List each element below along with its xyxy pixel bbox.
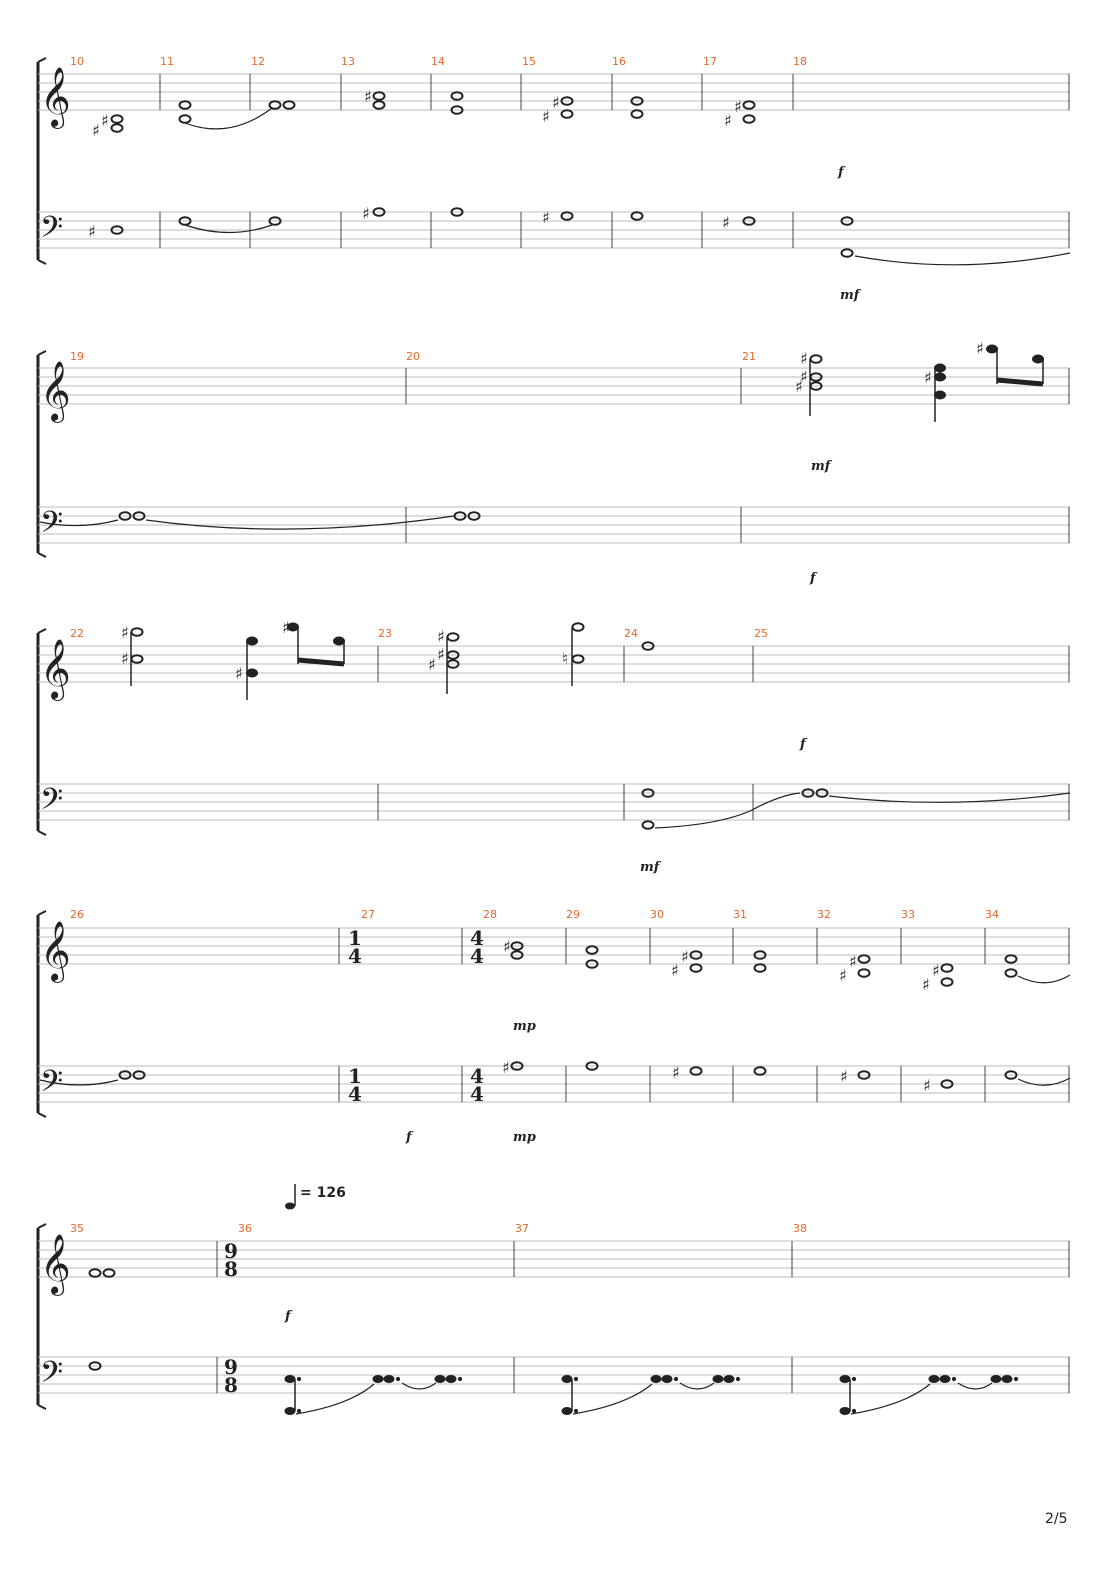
sharp-icon: ♯ (282, 618, 290, 637)
bass-clef-icon: 𝄢 (40, 1356, 64, 1397)
dynamic-marking: mf (811, 459, 831, 474)
sharp-icon: ♯ (437, 627, 445, 646)
time-signature-bottom: 4 (470, 944, 484, 968)
bass-rhythm (285, 1376, 1018, 1415)
measure-number: 29 (566, 908, 580, 921)
bass-clef-icon: 𝄢 (40, 506, 64, 547)
system-3 (38, 618, 1070, 875)
measure-number: 31 (733, 908, 747, 921)
sharp-icon: ♯ (795, 377, 803, 396)
sharp-icon: ♯ (672, 1063, 680, 1082)
tie (185, 108, 272, 129)
dynamic-marking: mf (640, 860, 660, 875)
tempo-value: = 126 (300, 1185, 346, 1201)
time-signature-top: 1 (348, 1064, 362, 1088)
time-signature-bottom: 4 (348, 944, 362, 968)
measure-number: 26 (70, 908, 84, 921)
measure-number: 36 (238, 1222, 252, 1235)
treble-clef-icon: 𝄞 (40, 67, 71, 127)
svg-text:♯: ♯ (542, 107, 550, 126)
time-signature-bottom: 4 (348, 1082, 362, 1106)
dynamic-marking: f (406, 1130, 412, 1145)
svg-text:♯: ♯ (734, 97, 742, 116)
measure-number: 14 (431, 55, 445, 68)
system-4 (38, 908, 1070, 1145)
measure-number: 37 (515, 1222, 529, 1235)
measure-number: 28 (483, 908, 497, 921)
tempo-marking (285, 1184, 346, 1210)
measure-number: 15 (522, 55, 536, 68)
time-signature-top: 4 (470, 1064, 484, 1088)
time-signature-top: 9 (224, 1355, 238, 1379)
quarter-note-icon (285, 1203, 295, 1210)
bass-clef-icon: 𝄢 (40, 783, 64, 824)
treble-notes (131, 623, 654, 700)
svg-text:♯: ♯ (364, 87, 372, 106)
sharp-icon: ♯ (121, 623, 129, 642)
sharp-icon: ♯ (840, 1067, 848, 1086)
tie (1018, 975, 1070, 983)
treble-clef-icon: 𝄞 (40, 639, 71, 699)
dynamic-marking: f (838, 165, 844, 180)
measure-number: 35 (70, 1222, 84, 1235)
dynamic-marking: mp (513, 1019, 536, 1034)
time-signature-top: 1 (348, 926, 362, 950)
measure-number: 18 (793, 55, 807, 68)
treble-staff (38, 928, 1070, 964)
dynamic-marking: mf (840, 288, 860, 303)
sharp-icon: ♯ (362, 204, 370, 223)
measure-number: 27 (361, 908, 375, 921)
time-signature-top: 4 (470, 926, 484, 950)
treble-notes (112, 92, 755, 132)
sharp-icon: ♯ (800, 349, 808, 368)
sharp-icon: ♯ (428, 655, 436, 674)
measure-number: 33 (901, 908, 915, 921)
treble-staff (38, 646, 1070, 682)
dynamic-marking: f (285, 1309, 291, 1324)
measure-number: 30 (650, 908, 664, 921)
sharp-icon: ♯ (924, 368, 932, 387)
measure-number: 32 (817, 908, 831, 921)
treble-staff (38, 1241, 1070, 1277)
measure-number: 19 (70, 350, 84, 363)
sharp-icon: ♯ (502, 1058, 510, 1077)
time-signature-bottom: 8 (224, 1257, 238, 1281)
measure-number: 12 (251, 55, 265, 68)
sharp-icon: ♯ (88, 222, 96, 241)
sharp-icon: ♯ (681, 947, 689, 966)
sharp-icon: ♯ (839, 966, 847, 985)
svg-text:♯: ♯ (92, 121, 100, 140)
sharp-icon: ♯ (932, 961, 940, 980)
measure-number: 25 (754, 627, 768, 640)
measure-number: 22 (70, 627, 84, 640)
system-5 (38, 1184, 1070, 1415)
bass-notes (643, 789, 828, 829)
treble-clef-icon: 𝄞 (40, 921, 71, 981)
measure-number: 24 (624, 627, 638, 640)
sharp-icon: ♯ (976, 339, 984, 358)
sharp-icon: ♯ (542, 208, 550, 227)
tie (855, 253, 1070, 265)
tie (146, 516, 454, 529)
sharp-icon: ♯ (849, 952, 857, 971)
treble-clef-icon: 𝄞 (40, 361, 71, 421)
measure-number: 16 (612, 55, 626, 68)
measure-number: 20 (406, 350, 420, 363)
sharp-icon: ♯ (121, 649, 129, 668)
sharp-icon: ♯ (671, 961, 679, 980)
sharp-icon: ♯ (922, 975, 930, 994)
dynamic-marking: mp (513, 1130, 536, 1145)
bass-staff (38, 212, 1070, 248)
measure-number: 11 (160, 55, 174, 68)
tie (829, 793, 1070, 802)
sharp-icon: ♯ (503, 937, 511, 956)
treble-staff (38, 368, 1070, 404)
measure-number: 23 (378, 627, 392, 640)
system-1 (38, 55, 1070, 303)
natural-icon: ♮ (562, 649, 568, 668)
measure-number: 13 (341, 55, 355, 68)
treble-notes (90, 1269, 115, 1277)
sharp-icon (92, 87, 742, 140)
treble-clef-icon: 𝄞 (40, 1234, 71, 1294)
dynamic-marking: f (800, 737, 806, 752)
tie (296, 1383, 992, 1414)
time-signature-bottom: 4 (470, 1082, 484, 1106)
measure-number: 17 (703, 55, 717, 68)
page-number: 2/5 (1045, 1511, 1068, 1527)
time-signature-top: 9 (224, 1239, 238, 1263)
measure-number: 34 (985, 908, 999, 921)
sharp-icon: ♯ (437, 645, 445, 664)
sharp-icon: ♯ (800, 367, 808, 386)
sharp-icon: ♯ (235, 664, 243, 683)
tie (185, 225, 272, 233)
dynamic-marking: f (810, 571, 816, 586)
sharp-icon: ♯ (722, 213, 730, 232)
bass-clef-icon: 𝄢 (40, 211, 64, 252)
measure-number: 21 (742, 350, 756, 363)
system-2 (38, 339, 1070, 586)
svg-text:♯: ♯ (724, 111, 732, 130)
measure-number: 38 (793, 1222, 807, 1235)
sharp-icon: ♯ (923, 1076, 931, 1095)
svg-text:♯: ♯ (101, 111, 109, 130)
bass-staff (38, 1066, 1070, 1102)
svg-text:♯: ♯ (552, 93, 560, 112)
bass-clef-icon: 𝄢 (40, 1065, 64, 1106)
measure-number: 10 (70, 55, 84, 68)
time-signature-bottom: 8 (224, 1373, 238, 1397)
bass-staff (38, 1357, 1070, 1393)
tie (655, 810, 752, 828)
